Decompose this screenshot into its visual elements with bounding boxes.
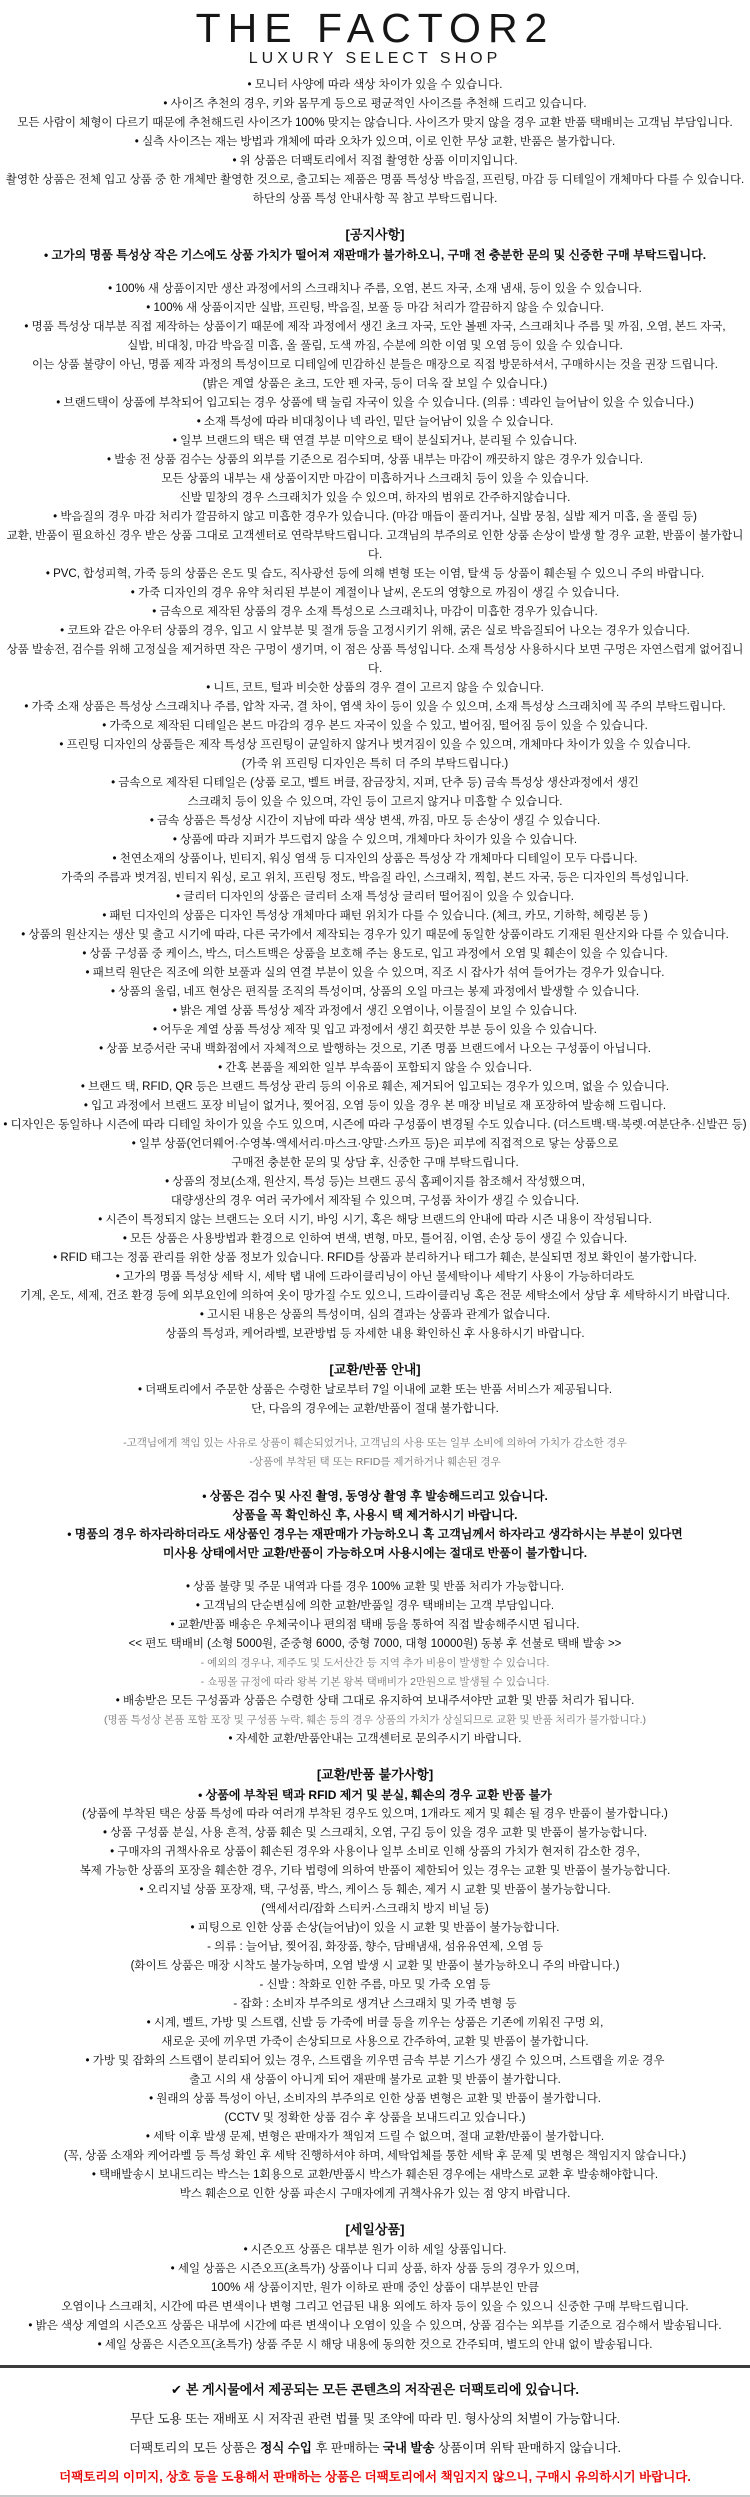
spacer — [0, 1344, 750, 1359]
notice-line: • 어두운 계열 상품 특성상 제작 및 입고 과정에서 생긴 희끗한 부분 등이 있을 수 있습니다. — [153, 1024, 597, 1036]
notice-line: • 100% 새 상품이지만 생산 과정에서의 스크래치나 주름, 오염, 본드 자국, 소재 냄새, 등이 있을 수 있습니다. — [108, 283, 642, 295]
notice-line: • 상품에 부착된 택과 RFID 제거 및 분실, 훼손의 경우 교환 반품 불가 — [198, 1788, 552, 1802]
notice-line: (가죽 위 프린팅 디자인은 특히 더 주의 부탁드립니다.) — [241, 758, 509, 770]
notice-line: • 사이즈 추천의 경우, 키와 몸무게 등으로 평균적인 사이즈를 추천해 드리고 있습니다. — [163, 98, 587, 110]
notice-line: • 상품에 따라 지퍼가 부드럽지 않을 수 있으며, 개체마다 차이가 있을 수 있습니다. — [172, 834, 578, 846]
spacer — [0, 1749, 750, 1764]
authenticity-text: 더팩토리의 모든 상품은 — [129, 2441, 261, 2455]
notice-line: • 시즌이 특정되지 않는 브랜드는 오더 시기, 바잉 시기, 혹은 해당 브랜드의 안내에 따라 시즌 내용이 작성됩니다. — [98, 1214, 652, 1226]
notice-line: - 잡화 : 소비자 부주의로 생겨난 스크래치 및 가죽 변형 등 — [233, 1998, 517, 2010]
copyright-text: 본 게시물에서 제공되는 모든 콘텐츠의 저작권은 더팩토리에 있습니다. — [185, 2382, 579, 2397]
shop-logo: THE FACTOR2 — [195, 5, 555, 51]
notice-line: 촬영한 상품은 전체 입고 상품 중 한 개체만 촬영한 것으로, 출고되는 제품은 명품 특성상 박음질, 프린팅, 마감 등 디테일이 개체마다 다를 수 있습니다. — [5, 174, 745, 186]
notice-line: • 소재 특성에 따라 비대칭이나 넥 라인, 밑단 늘어남이 있을 수 있습니다. — [196, 416, 554, 428]
notice-line: • 명품 특성상 대부분 직접 제작하는 상품이기 때문에 제작 과정에서 생긴 초크 자국, 도안 볼펜 자국, 스크래치나 주름 및 까짐, 오염, 본드 자국, — [24, 321, 726, 333]
notice-line: • 패브릭 원단은 직조에 의한 보풀과 실의 연결 부분이 있을 수 있으며, 직조 시 잡사가 섞여 들어가는 경우가 있습니다. — [85, 967, 665, 979]
notice-line: • 세일 상품은 시즌오프(초특가) 상품 주문 시 해당 내용에 동의한 것으로 간주되며, 별도의 안내 없이 발송됩니다. — [97, 2339, 653, 2351]
authenticity-text: 후 판매하는 — [311, 2441, 383, 2455]
notice-line: • 일부 브랜드의 택은 택 연결 부분 미약으로 택이 분실되거나, 분리될 수 있습니다. — [172, 435, 578, 447]
notice-line: • 실측 사이즈는 재는 방법과 개체에 따라 오차가 있으며, 이로 인한 무상 교환, 반품은 불가합니다. — [134, 136, 616, 148]
notice-line: • 고시된 내용은 상품의 특성이며, 심의 결과는 상품과 관계가 없습니다. — [199, 1309, 551, 1321]
notice-line: 오염이나 스크래치, 시간에 따른 변색이나 변형 그리고 언급된 내용 외에도 하자 등이 있을 수 있으니 신중한 구매 부탁드립니다. — [61, 2301, 689, 2313]
notice-line: • 위 상품은 더팩토리에서 직접 촬영한 상품 이미지입니다. — [232, 155, 518, 167]
check-icon: ✔ — [171, 2382, 182, 2397]
notice-line: • 상품 보증서란 국내 백화점에서 자체적으로 발행하는 것으로, 기존 명품 브랜드에서 나오는 구성품이 아닙니다. — [99, 1043, 651, 1055]
warning-line: 더팩토리의 이미지, 상호 등을 도용해서 판매하는 상품은 더팩토리에서 책임지지 않으니, 구매시 유의하시기 바랍니다. — [59, 2470, 691, 2484]
notice-line: • 상품은 검수 및 사진 촬영, 동영상 촬영 후 발송해드리고 있습니다. — [202, 1489, 548, 1503]
notice-line: • 간혹 본품을 제외한 일부 부속품이 포함되지 않을 수 있습니다. — [218, 1062, 532, 1074]
notice-line: 구매전 충분한 문의 및 상담 후, 신중한 구매 부탁드립니다. — [231, 1157, 519, 1169]
notice-line: 모든 상품의 내부는 새 상품이지만 마감이 미흡하거나 스크래치 등이 있을 수 있습니다. — [161, 473, 589, 485]
footer — [0, 2365, 750, 2497]
notice-line: 스크래치 등이 있을 수 있으며, 각인 등이 고르지 않거나 미흡할 수 있습니다. — [187, 796, 563, 808]
notice-line: • 고객님의 단순변심에 의한 교환/반품일 경우 택배비는 고객 부담입니다. — [195, 1600, 555, 1612]
notice-line: • 시즌오프 상품은 대부분 원가 이하 세일 상품입니다. — [243, 2244, 507, 2256]
notice-line: • PVC, 합성피혁, 가죽 등의 상품은 온도 및 습도, 직사광선 등에 의해 변형 또는 이염, 탈색 등 상품이 훼손될 수 있으니 주의 바랍니다. — [45, 568, 705, 580]
notice-line: • RFID 태그는 정품 관리를 위한 상품 정보가 있습니다. RFID를 상품과 분리하거나 태그가 훼손, 분실되면 정보 확인이 불가합니다. — [53, 1252, 697, 1264]
notice-line: 신발 밑창의 경우 스크래치가 있을 수 있으며, 하자의 범위로 간주하지않습니다. — [179, 492, 571, 504]
notice-line: • 금속으로 제작된 디테일은 (상품 로고, 벨트 버클, 잠금장치, 지퍼, 단추 등) 금속 특성상 생산과정에서 생긴 — [111, 777, 639, 789]
notice-line: << 편도 택배비 (소형 5000원, 준중형 6000, 중형 7000, 대형 10000원) 동봉 후 선불로 택배 발송 >> — [128, 1638, 622, 1650]
notice-line: 모든 사람이 체형이 다르기 때문에 추천해드린 사이즈가 100% 맞지는 않습니다. 사이즈가 맞지 않을 경우 교환 반품 택배비는 고객님 부담입니다. — [17, 117, 733, 129]
notice-line: 상품을 꼭 확인하신 후, 사용시 택 제거하시기 바랍니다. — [232, 1508, 518, 1522]
notice-line: • 모니터 사양에 따라 색상 차이가 있을 수 있습니다. — [247, 79, 503, 91]
notice-line: • 원래의 상품 특성이 아닌, 소비자의 부주의로 인한 상품 변형은 교환 및 반품이 불가합니다. — [149, 2093, 601, 2105]
notice-line: • 세탁 이후 발생 문제, 변형은 판매자가 책임져 드릴 수 없으며, 절대 교환/반품이 불가합니다. — [145, 2131, 605, 2143]
notice-line: • 브랜드 택, RFID, QR 등은 브랜드 특성상 관리 등의 이유로 훼손, 제거되어 입고되는 경우가 있으며, 없을 수 있습니다. — [80, 1081, 670, 1093]
notice-line: • 금속 상품은 특성상 시간이 지남에 따라 색상 변색, 까짐, 마모 등 손상이 생길 수 있습니다. — [149, 815, 601, 827]
section-heading: [세일상품] — [345, 2222, 405, 2237]
notice-line: 미사용 상태에서만 교환/반품이 가능하오며 사용시에는 절대로 반품이 불가합니다. — [162, 1546, 588, 1560]
notice-line: (꼭, 상품 소재와 케어라벨 등 특성 확인 후 세탁 진행하셔야 하며, 세탁업체를 통한 세탁 후 문제 및 변형은 책임지지 않습니다.) — [63, 2150, 687, 2162]
notice-line: - 신발 : 착화로 인한 주름, 마모 및 가죽 오염 등 — [259, 1979, 491, 1991]
authenticity-bold-import: 정식 수입 — [260, 2441, 312, 2455]
notice-line: 기계, 온도, 세제, 건조 환경 등에 외부요인에 의하여 옷이 망가질 수도 있으니, 드라이클리닝 혹은 전문 세탁소에서 상담 후 세탁하시기 바랍니다. — [20, 1290, 730, 1302]
notice-line: • 니트, 코트, 털과 비슷한 상품의 경우 결이 고르지 않을 수 있습니다. — [206, 682, 544, 694]
notice-line: (액세서리/잡화 스티커·스크래치 방지 비닐 등) — [261, 1903, 489, 1915]
shop-tagline: LUXURY SELECT SHOP — [248, 50, 502, 67]
authenticity-line — [0, 2439, 750, 2457]
notice-line: 복제 가능한 상품의 포장을 훼손한 경우, 기타 법령에 의하여 반품이 제한되어 있는 경우는 교환 및 반품이 불가능합니다. — [79, 1865, 671, 1877]
notice-line: • 교환/반품 배송은 우체국이나 편의점 택배 등을 통하여 직접 발송해주시면 됩니다. — [170, 1619, 580, 1631]
section-heading: [공지사항] — [345, 227, 405, 242]
spacer — [0, 1563, 750, 1578]
notice-line: • 모든 상품은 사용방법과 환경으로 인하여 변색, 변형, 마모, 틀어짐, 이염, 손상 등이 생길 수 있습니다. — [122, 1233, 628, 1245]
shop-header — [0, 0, 750, 67]
notice-line: • 일부 상품(언더웨어·수영복·액세서리·마스크·양말·스카프 등)은 피부에 직접적으로 닿는 상품으로 — [131, 1138, 619, 1150]
notice-line: • 프린팅 디자인의 상품들은 제작 특성상 프린팅이 균일하지 않거나 벗겨짐이 있을 수 있으며, 개체마다 차이가 있을 수 있습니다. — [59, 739, 691, 751]
notice-line: 교환, 반품이 필요하신 경우 받은 상품 그대로 고객센터로 연락부탁드립니다. 고객님의 부주의로 인한 상품 손상이 발생 할 경우 교환, 반품이 불가합니다. — [6, 530, 744, 561]
notice-line: • 세일 상품은 시즌오프(초특가) 상품이나 디피 상품, 하자 상품 등의 경우가 있으며, — [170, 2263, 580, 2275]
notice-line: • 100% 새 상품이지만 실밥, 프린팅, 박음질, 보풀 등 마감 처리가 깔끔하지 않을 수 있습니다. — [146, 302, 604, 314]
notice-line: 상품의 특성과, 케어라벨, 보관방법 등 자세한 내용 확인하신 후 사용하시기 바랍니다. — [165, 1328, 585, 1340]
notice-line: - 예외의 경우나, 제주도 및 도서산간 등 지역 추가 비용이 발생할 수 있습니다. — [200, 1657, 550, 1669]
notice-line: 단, 다음의 경우에는 교환/반품이 절대 불가합니다. — [251, 1403, 499, 1415]
notice-line: • 가죽으로 제작된 디테일은 본드 마감의 경우 본드 자국이 있을 수 있고, 벌어짐, 떨어짐 등이 있을 수 있습니다. — [102, 720, 648, 732]
notice-body — [0, 76, 750, 2355]
notice-line: • 상품 구성품 분실, 사용 흔적, 상품 훼손 및 스크래치, 오염, 구김 등이 있을 경우 교환 및 반품이 불가능합니다. — [102, 1827, 648, 1839]
spacer — [0, 2204, 750, 2219]
notice-line: • 가죽 소재 상품은 특성상 스크래치나 주름, 압착 자국, 결 차이, 염색 차이 등이 있을 수 있으며, 소재 특성상 스크래치에 꼭 주의 부탁드립니다. — [24, 701, 726, 713]
notice-line: • 가방 및 잡화의 스트랩이 분리되어 있는 경우, 스트랩을 끼우면 금속 부분 기스가 생길 수 있으며, 스트랩을 끼운 경우 — [85, 2055, 665, 2067]
notice-line: • 발송 전 상품 검수는 상품의 외부를 기준으로 검수되며, 상품 내부는 마감이 깨끗하지 않은 경우가 있습니다. — [106, 454, 644, 466]
notice-line: 대량생산의 경우 여러 국가에서 제작될 수 있으며, 구성품 차이가 생길 수 있습니다. — [170, 1195, 580, 1207]
notice-line: 하단의 상품 특성 안내사항 꼭 참고 부탁드립니다. — [252, 193, 498, 205]
notice-line: (명품 특성상 본품 포함 포장 및 구성품 누락, 훼손 등의 경우 상품의 가치가 상실되므로 교환 및 반품 처리가 불가합니다.) — [103, 1714, 647, 1726]
notice-line: • 명품의 경우 하자라하더라도 새상품인 경우는 재판매가 가능하오니 혹 고객님께서 하자라고 생각하시는 부분이 있다면 — [67, 1527, 683, 1541]
notice-line: • 상품 불량 및 주문 내역과 다를 경우 100% 교환 및 반품 처리가 가능합니다. — [185, 1581, 565, 1593]
authenticity-text: 상품이며 위탁 판매하지 않습니다. — [434, 2441, 621, 2455]
notice-line: • 상품의 정보(소재, 원산지, 특성 등)는 브랜드 공식 홈페이지를 참조해서 작성했으며, — [165, 1176, 585, 1188]
spacer — [0, 1472, 750, 1487]
notice-line: 100% 새 상품이지만, 원가 이하로 판매 중인 상품이 대부분인 만큼 — [211, 2282, 539, 2294]
notice-line: • 피팅으로 인한 상품 손상(늘어남)이 있을 시 교환 및 반품이 불가능합니다. — [190, 1922, 560, 1934]
notice-line: • 박음질의 경우 마감 처리가 깔끔하지 않고 미흡한 경우가 있습니다. (마감 매듭이 풀리거나, 실밥 뭉침, 실밥 제거 미흡, 올 풀림 등) — [53, 511, 697, 523]
notice-line: • 가죽 디자인의 경우 유약 처리된 부분이 계절이나 날씨, 온도의 영향으로 까짐이 생길 수 있습니다. — [130, 587, 620, 599]
notice-line: - 의류 : 늘어남, 찢어짐, 화장품, 향수, 담배냄새, 섬유유연제, 오염 등 — [207, 1941, 543, 1953]
notice-line: (상품에 부착된 택은 상품 특성에 따라 여러개 부착된 경우도 있으며, 1개라도 제거 및 훼손 될 경우 반품이 불가합니다.) — [82, 1808, 668, 1820]
notice-line: • 밝은 계열 상품 특성상 제작 과정에서 생긴 오염이나, 이물질이 보일 수 있습니다. — [172, 1005, 578, 1017]
notice-line: • 코트와 같은 아우터 상품의 경우, 입고 시 앞부분 및 절개 등을 고정시키기 위해, 굵은 실로 박음질되어 나오는 경우가 있습니다. — [60, 625, 690, 637]
notice-line: -상품에 부착된 택 또는 RFID를 제거하거나 훼손된 경우 — [249, 1456, 501, 1468]
notice-line: • 택배발송시 보내드리는 박스는 1회용으로 교환/반품시 박스가 훼손된 경우에는 새박스로 교환 후 발송해야합니다. — [91, 2169, 659, 2181]
spacer — [0, 265, 750, 280]
notice-line: • 배송받은 모든 구성품과 상품은 수령한 상태 그대로 유지하여 보내주셔야만 교환 및 반품 처리가 됩니다. — [115, 1695, 635, 1707]
notice-line: • 오리지널 상품 포장재, 택, 구성품, 박스, 케이스 등 훼손, 제거 시 교환 및 반품이 불가능합니다. — [139, 1884, 611, 1896]
divider-top — [0, 2365, 750, 2368]
notice-line: • 상품의 원산지는 생산 및 출고 시기에 따라, 다른 국가에서 제작되는 경우가 있기 때문에 동일한 상품이라도 기재된 원산지와 다를 수 있습니다. — [21, 929, 729, 941]
notice-line: • 글리터 디자인의 상품은 글리터 소재 특성상 글리터 떨어짐이 있을 수 있습니다. — [176, 891, 574, 903]
notice-line: -고객님에게 책임 있는 사유로 상품이 훼손되었거나, 고객님의 사용 또는 일부 소비에 의하여 가치가 감소한 경우 — [123, 1437, 627, 1449]
notice-line: (CCTV 및 정확한 상품 검수 후 상품을 보내드리고 있습니다.) — [224, 2112, 526, 2124]
spacer — [0, 209, 750, 224]
notice-line: • 상품의 울림, 네프 현상은 편직물 조직의 특성이며, 상품의 오일 마크는 봉제 과정에서 발생할 수 있습니다. — [110, 986, 640, 998]
notice-line: • 구매자의 귀책사유로 상품이 훼손된 경우와 사용이나 일부 소비로 인해 상품의 가치가 현저히 감소한 경우, — [110, 1846, 640, 1858]
notice-line: 이는 상품 불량이 아닌, 명품 제작 과정의 특성이므로 디테일에 민감하신 분들은 매장으로 직접 방문하셔서, 구매하시는 것을 권장 드립니다. — [32, 359, 718, 371]
notice-line: • 패턴 디자인의 상품은 디자인 특성상 개체마다 패턴 위치가 다를 수 있습니다. (체크, 카모, 기하학, 헤링본 등 ) — [102, 910, 648, 922]
notice-line: 상품 발송전, 검수를 위해 고정실을 제거하면 작은 구멍이 생기며, 이 점은 상품 특성입니다. 소재 특성상 사용하시다 보면 구멍은 자연스럽게 없어집니다. — [6, 644, 744, 675]
notice-line: - 쇼핑몰 규정에 따라 왕복 기본 왕복 택배비가 2만원으로 발생될 수 있습니다. — [200, 1676, 550, 1688]
legal-line: 무단 도용 또는 재배포 시 저작권 관련 법률 및 조약에 따라 민. 형사상의 처벌이 가능합니다. — [129, 2412, 621, 2426]
notice-line: 가죽의 주름과 벗겨짐, 빈티지 워싱, 로고 위치, 프린팅 정도, 박음질 라인, 스크래치, 찍힘, 본드 자국, 등은 디자인의 특성입니다. — [61, 872, 689, 884]
authenticity-bold-domestic: 국내 발송 — [382, 2441, 435, 2455]
notice-line: • 고가의 명품 특성상 작은 기스에도 상품 가치가 떨어져 재판매가 불가하오니, 구매 전 충분한 문의 및 신중한 구매 부탁드립니다. — [43, 248, 707, 262]
notice-line: • 자세한 교환/반품안내는 고객센터로 문의주시기 바랍니다. — [228, 1733, 522, 1745]
section-heading: [교환/반품 불가사항] — [316, 1767, 434, 1782]
spacer — [0, 1419, 750, 1434]
notice-line: 박스 훼손으로 인한 상품 파손시 구매자에게 귀책사유가 있는 점 양지 바랍니다. — [179, 2188, 571, 2200]
copyright-line — [0, 2381, 750, 2399]
notice-line: • 금속으로 제작된 상품의 경우 소재 특성으로 스크래치나, 마감이 미흡한 경우가 있습니다. — [152, 606, 598, 618]
notice-line: • 브랜드택이 상품에 부착되어 입고되는 경우 상품에 택 눌림 자국이 있을 수 있습니다. (의류 : 넥라인 늘어남이 있을 수 있습니다.) — [56, 397, 694, 409]
notice-line: • 고가의 명품 특성상 세탁 시, 세탁 탭 내에 드라이클리닝이 아닌 물세탁이나 세탁기 사용이 가능하더라도 — [115, 1271, 635, 1283]
notice-line: 새로운 곳에 끼우면 가죽이 손상되므로 사용으로 간주하여, 교환 및 반품이 불가합니다. — [161, 2036, 589, 2048]
notice-line: 실밥, 비대칭, 마감 박음질 미흡, 올 풀림, 도색 까짐, 수분에 의한 이염 및 오염 등이 있을 수 있습니다. — [127, 340, 623, 352]
notice-line: (밝은 계열 상품은 초크, 도안 펜 자국, 등이 더욱 잘 보일 수 있습니다.) — [202, 378, 548, 390]
notice-line: • 더팩토리에서 주문한 상품은 수령한 날로부터 7일 이내에 교환 또는 반품 서비스가 제공됩니다. — [137, 1384, 613, 1396]
notice-line: • 디자인은 동일하나 시즌에 따라 디테일 차이가 있을 수도 있으며, 시즌에 따라 구성품이 변경될 수도 있습니다. (더스트백·택·북렛·여분단추·신발끈 등) — [3, 1119, 747, 1131]
notice-line: • 시계, 벨트, 가방 및 스트랩, 신발 등 가죽에 버클 등을 끼우는 상품은 기존에 끼워진 구멍 외, — [146, 2017, 604, 2029]
notice-line: • 밝은 색상 계열의 시즌오프 상품은 내부에 시간에 따른 변색이나 오염이 있을 수 있으며, 상품 검수는 외부를 기준으로 검수해서 발송됩니다. — [28, 2320, 722, 2332]
notice-line: 출고 시의 새 상품이 아니게 되어 재판매 불가로 교환 및 반품이 불가합니다. — [189, 2074, 561, 2086]
notice-line: • 입고 과정에서 브랜드 포장 비닐이 없거나, 찢어짐, 오염 등이 있을 경우 본 매장 비닐로 재 포장하여 발송해 드립니다. — [83, 1100, 667, 1112]
section-heading: [교환/반품 안내] — [329, 1362, 421, 1377]
notice-line: • 천연소재의 상품이나, 빈티지, 워싱 염색 등 디자인의 상품은 특성상 각 개체마다 디테일이 모두 다릅니다. — [112, 853, 638, 865]
notice-line: (화이트 상품은 매장 시착도 불가능하며, 오염 발생 시 교환 및 반품이 불가능하오니 주의 바랍니다.) — [130, 1960, 620, 1972]
notice-line: • 상품 구성품 중 케이스, 박스, 더스트백은 상품을 보호해 주는 용도로, 입고 과정에서 오염 및 훼손이 있을 수 있습니다. — [82, 948, 668, 960]
